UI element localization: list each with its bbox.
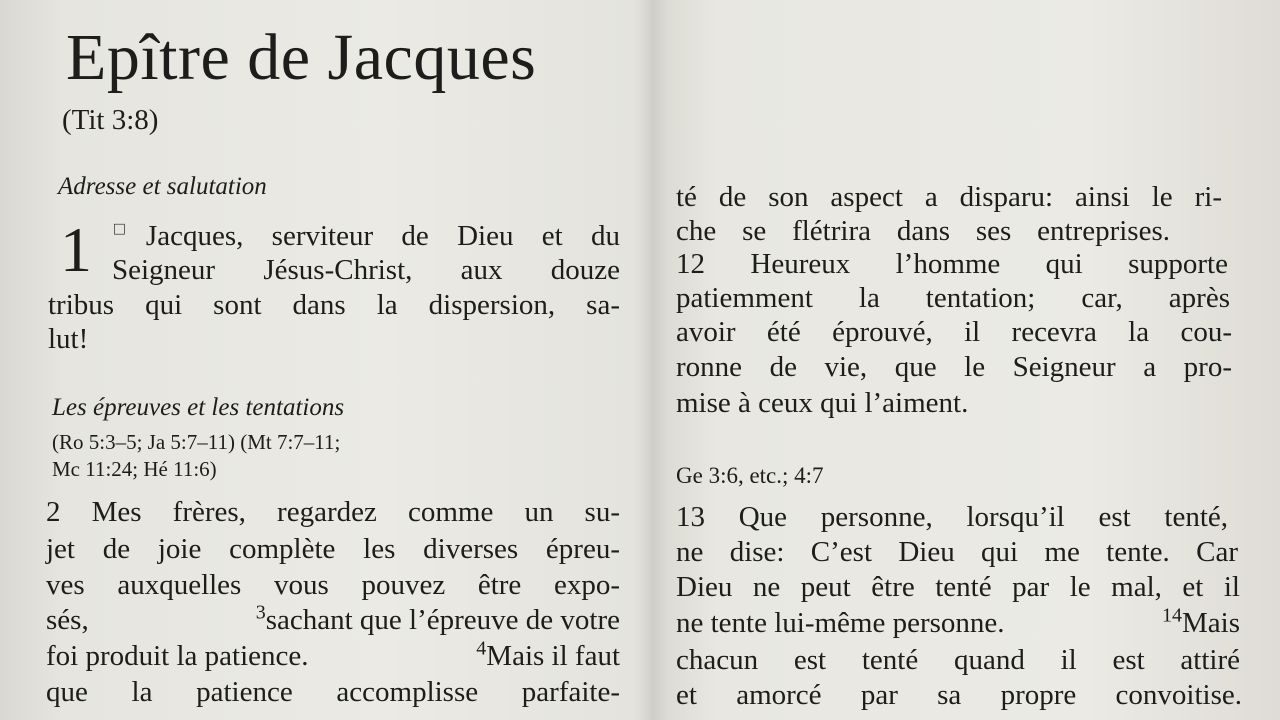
paragraph-marker-icon: □ bbox=[114, 218, 146, 239]
verse2-line3: ves auxquelles vous pouvez être expo- bbox=[46, 569, 620, 601]
verse-marker: 3 bbox=[255, 601, 266, 624]
section-refs-line2: Mc 11:24; Hé 11:6) bbox=[52, 457, 217, 481]
right-line9: ne dise: C’est Dieu qui me tente. Car bbox=[676, 536, 1238, 568]
right-line2: che se flétrira dans ses entreprises. bbox=[676, 215, 1170, 247]
verse1-line2: Seigneur Jésus-Christ, aux douze bbox=[112, 254, 620, 286]
right-refs: Ge 3:6, etc.; 4:7 bbox=[676, 463, 824, 488]
right-line3: 12 Heureux l’homme qui supporte bbox=[676, 248, 1228, 280]
section-heading-address: Adresse et salutation bbox=[58, 173, 267, 200]
right-line6: ronne de vie, que le Seigneur a pro- bbox=[676, 351, 1232, 383]
verse-marker: 14 bbox=[1162, 604, 1182, 627]
verse2-line2: jet de joie complète les diverses épreu- bbox=[46, 533, 620, 565]
right-line1: té de son aspect a disparu: ainsi le ri- bbox=[676, 181, 1222, 213]
right-line10: Dieu ne peut être tenté par le mal, et il bbox=[676, 571, 1240, 603]
verse1-line1: □Jacques, serviteur de Dieu et du bbox=[114, 218, 620, 252]
bleed-through-right bbox=[700, 0, 934, 99]
verse1-line3: tribus qui sont dans la dispersion, sa- bbox=[48, 289, 620, 321]
right-line7: mise à ceux qui l’aiment. bbox=[676, 387, 969, 419]
book-title: Epître de Jacques bbox=[66, 21, 537, 94]
right-line11: ne tente lui-même personne. $^{14}$Mais bbox=[676, 604, 1240, 639]
section-heading-trials: Les épreuves et les tentations bbox=[52, 394, 345, 421]
verse2-line4: sés, $^3$sachant que l’épreuve de votre bbox=[46, 601, 620, 636]
verse-marker: 4 bbox=[476, 637, 487, 660]
book-gutter bbox=[632, 0, 668, 720]
verse2-line5: foi produit la patience. $^4$Mais il faut bbox=[46, 637, 620, 672]
verse2-line1: 2 Mes frères, regardez comme un su- bbox=[46, 496, 620, 528]
verse2-line6: que la patience accomplisse parfaite- bbox=[46, 676, 620, 708]
title-reference: (Tit 3:8) bbox=[62, 104, 159, 136]
section-refs-line1: (Ro 5:3–5; Ja 5:7–11) (Mt 7:7–11; bbox=[52, 430, 341, 454]
right-line5: avoir été éprouvé, il recevra la cou- bbox=[676, 316, 1232, 348]
right-line4: patiemment la tentation; car, après bbox=[676, 282, 1230, 314]
chapter-number: 1 bbox=[60, 214, 92, 285]
right-line13: et amorcé par sa propre convoitise. bbox=[676, 679, 1242, 711]
verse1-line4: lut! bbox=[48, 323, 89, 355]
right-line12: chacun est tenté quand il est attiré bbox=[676, 644, 1240, 676]
right-line8: 13 Que personne, lorsqu’il est tenté, bbox=[676, 501, 1228, 533]
